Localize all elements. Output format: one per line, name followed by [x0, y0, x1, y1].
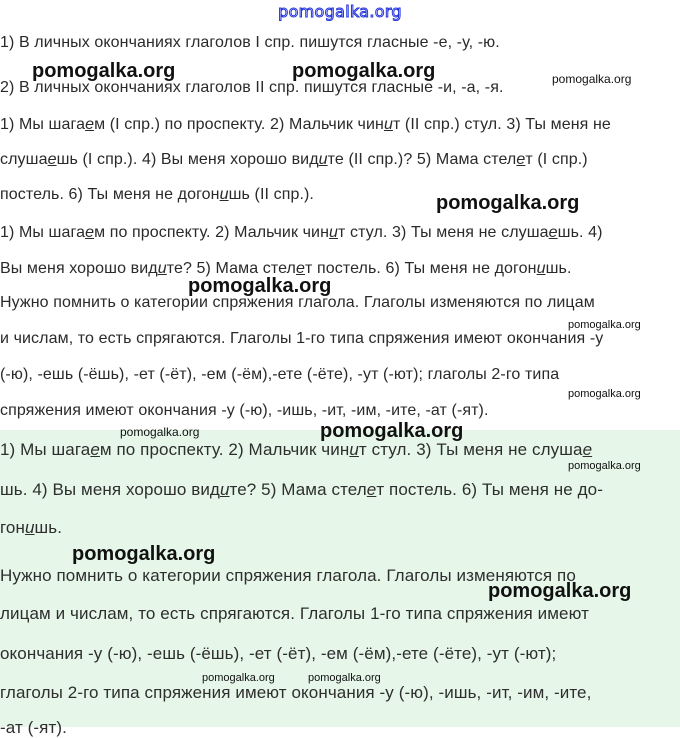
answer-explanation-line-1: Нужно помнить о категории спряжения глагола. Глаголы изменяются по	[0, 566, 576, 585]
watermark: pomogalka.org	[320, 420, 464, 442]
explanation-line-3: (-ю), -ешь (-ёшь), -ет (-ёт), -ем (-ём),-ете (-ёте), -ут (-ют); глаголы 2-го типа	[0, 366, 560, 383]
watermark: pomogalka.org	[308, 672, 381, 684]
text-fragment: м по проспекту. 2) Мальчик чин	[99, 440, 350, 459]
text-fragment: те? 5) Мама стел	[166, 260, 296, 277]
watermark: pomogalka.org	[32, 60, 176, 82]
watermark: pomogalka.org	[188, 275, 332, 297]
answer-example-line-1	[0, 440, 592, 460]
watermark: pomogalka.org	[292, 60, 436, 82]
explanation-line-4: спряжения имеют окончания -у (-ю), -ишь, -ит, -им, -ите, -ат (-ят).	[0, 402, 489, 419]
text-fragment: т стул. 3) Ты меня не слуша	[338, 224, 549, 241]
text-fragment: шь.	[34, 518, 63, 537]
text-fragment: шь.	[545, 260, 572, 277]
marked-example-line-1	[0, 116, 611, 134]
text-fragment: гон	[0, 518, 25, 537]
underlined-vowel: и	[157, 260, 167, 277]
text-fragment: т постель. 6) Ты меня не до-	[376, 480, 603, 499]
answer-explanation-line-3: окончания -у (-ю), -ешь (-ёшь), -ет (-ёт), -ем (-ём),-ете (-ёте), -ут (-ют);	[0, 644, 557, 663]
answer-example-line-2	[0, 480, 603, 500]
text-fragment: 1) Мы шага	[0, 116, 86, 133]
text-fragment: шь (II спр.).	[228, 186, 314, 203]
watermark: pomogalka.org	[488, 580, 632, 602]
watermark: pomogalka.org	[568, 388, 641, 400]
rule-line-2: 2) В личных окончаниях глаголов II спр. пишутся гласные -и, -а, -я.	[0, 79, 504, 96]
text-fragment: постель. 6) Ты меня не догон	[0, 186, 220, 203]
text-fragment: те (II спр.)? 5) Мама стел	[327, 151, 517, 168]
text-fragment: т (II спр.) стул. 3) Ты меня не	[392, 116, 611, 133]
underlined-vowel: е	[582, 440, 593, 459]
watermark: pomogalka.org	[120, 425, 200, 439]
underlined-vowel: и	[219, 186, 229, 203]
underlined-vowel: е	[47, 151, 57, 168]
underlined-vowel: е	[85, 224, 95, 241]
answer-explanation-line-5: -ат (-ят).	[0, 718, 67, 737]
underlined-vowel: и	[349, 440, 359, 459]
text-fragment: м (I спр.) по проспекту. 2) Мальчик чин	[94, 116, 384, 133]
underlined-vowel: е	[366, 480, 377, 499]
text-fragment: т постель. 6) Ты меня не догон	[305, 260, 537, 277]
text-fragment: 1) Мы шага	[0, 224, 86, 241]
watermark: pomogalka.org	[568, 319, 641, 331]
text-fragment: те? 5) Мама стел	[229, 480, 367, 499]
marked-example-line-3	[0, 186, 314, 204]
text-fragment: слуша	[0, 151, 48, 168]
text-fragment: Вы меня хорошо вид	[0, 260, 158, 277]
underlined-vowel: и	[318, 151, 328, 168]
underlined-vowel: и	[383, 116, 393, 133]
text-fragment: шь. 4)	[557, 224, 603, 241]
underlined-vowel: е	[296, 260, 305, 277]
marked-example-line-2	[0, 151, 588, 169]
watermark: pomogalka.org	[436, 192, 580, 214]
text-fragment: т стул. 3) Ты меня не слуша	[358, 440, 583, 459]
underlined-vowel: е	[85, 116, 95, 133]
watermark-top[interactable]: pomogalka.org	[278, 2, 402, 21]
underlined-vowel: и	[329, 224, 339, 241]
underlined-vowel: е	[90, 440, 100, 459]
watermark: pomogalka.org	[72, 543, 216, 565]
answer-explanation-line-4: глаголы 2-го типа спряжения имеют окончания -у (-ю), -ишь, -ит, -им, -ите,	[0, 683, 592, 702]
underlined-vowel: и	[24, 518, 35, 537]
explanation-line-1: Нужно помнить о категории спряжения глагола. Глаголы изменяются по лицам	[0, 294, 595, 311]
watermark: pomogalka.org	[202, 672, 275, 684]
watermark: pomogalka.org	[568, 460, 641, 472]
answer-explanation-line-2: лицам и числам, то есть спрягаются. Глаголы 1-го типа спряжения имеют	[0, 604, 589, 623]
answer-example-line-3	[0, 518, 62, 538]
underlined-vowel: и	[536, 260, 546, 277]
underlined-vowel: и	[219, 480, 230, 499]
underlined-vowel: е	[548, 224, 558, 241]
underlined-vowel: е	[516, 151, 526, 168]
watermark: pomogalka.org	[552, 72, 632, 86]
rule-line-1: 1) В личных окончаниях глаголов I спр. пишутся гласные -е, -у, -ю.	[0, 34, 500, 51]
plain-example-line-1	[0, 224, 603, 242]
text-fragment: т (I спр.)	[525, 151, 588, 168]
text-fragment: м по проспекту. 2) Мальчик чин	[94, 224, 330, 241]
text-fragment: шь (I спр.). 4) Вы меня хорошо вид	[56, 151, 319, 168]
text-fragment: 1) Мы шага	[0, 440, 91, 459]
text-fragment: шь. 4) Вы меня хорошо вид	[0, 480, 220, 499]
explanation-line-2: и числам, то есть спрягаются. Глаголы 1-го типа спряжения имеют окончания -у	[0, 330, 604, 347]
